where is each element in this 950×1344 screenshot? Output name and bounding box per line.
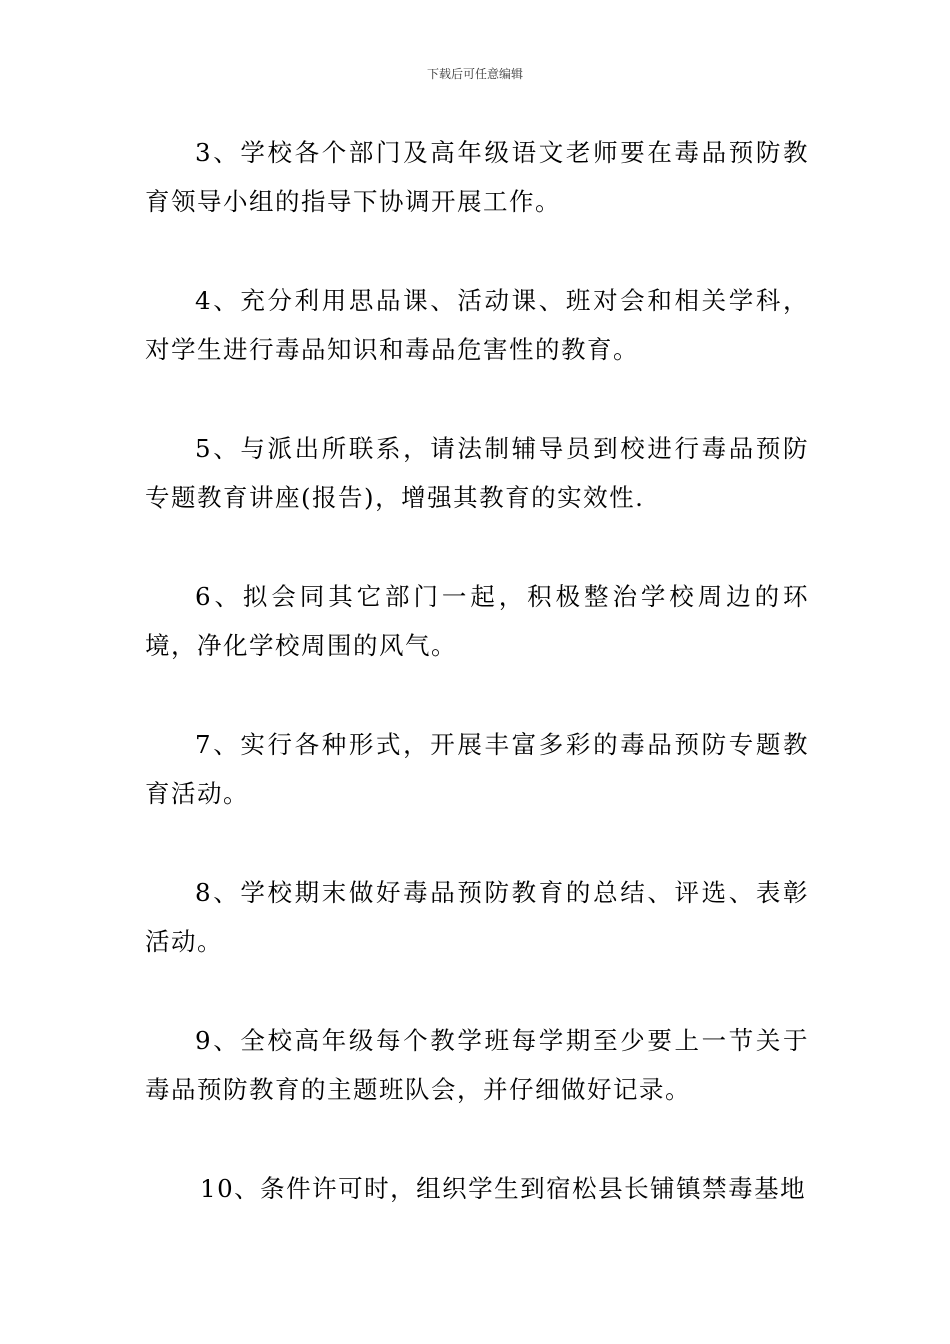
paragraph-item-9: 9、全校高年级每个教学班每学期至少要上一节关于毒品预防教育的主题班队会，并仔细做好记录。 — [145, 1026, 809, 1104]
paragraph-item-5: 5、与派出所联系，请法制辅导员到校进行毒品预防专题教育讲座(报告)，增强其教育的实效性. — [145, 434, 809, 512]
paragraph-item-10: 10、条件许可时，组织学生到宿松县长铺镇禁毒基地 — [200, 1174, 807, 1203]
paragraph-item-4: 4、充分利用思品课、活动课、班对会和相关学科，对学生进行毒品知识和毒品危害性的教育。 — [145, 286, 809, 364]
paragraph-item-8: 8、学校期末做好毒品预防教育的总结、评选、表彰活动。 — [145, 878, 809, 956]
paragraph-item-3: 3、学校各个部门及高年级语文老师要在毒品预防教育领导小组的指导下协调开展工作。 — [145, 138, 809, 216]
document-body — [145, 128, 809, 1263]
paragraph-item-6: 6、拟会同其它部门一起，积极整治学校周边的环境，净化学校周围的风气。 — [145, 582, 809, 660]
paragraph-item-7: 7、实行各种形式，开展丰富多彩的毒品预防专题教育活动。 — [145, 730, 809, 808]
header-note: 下载后可任意编辑 — [426, 67, 523, 81]
